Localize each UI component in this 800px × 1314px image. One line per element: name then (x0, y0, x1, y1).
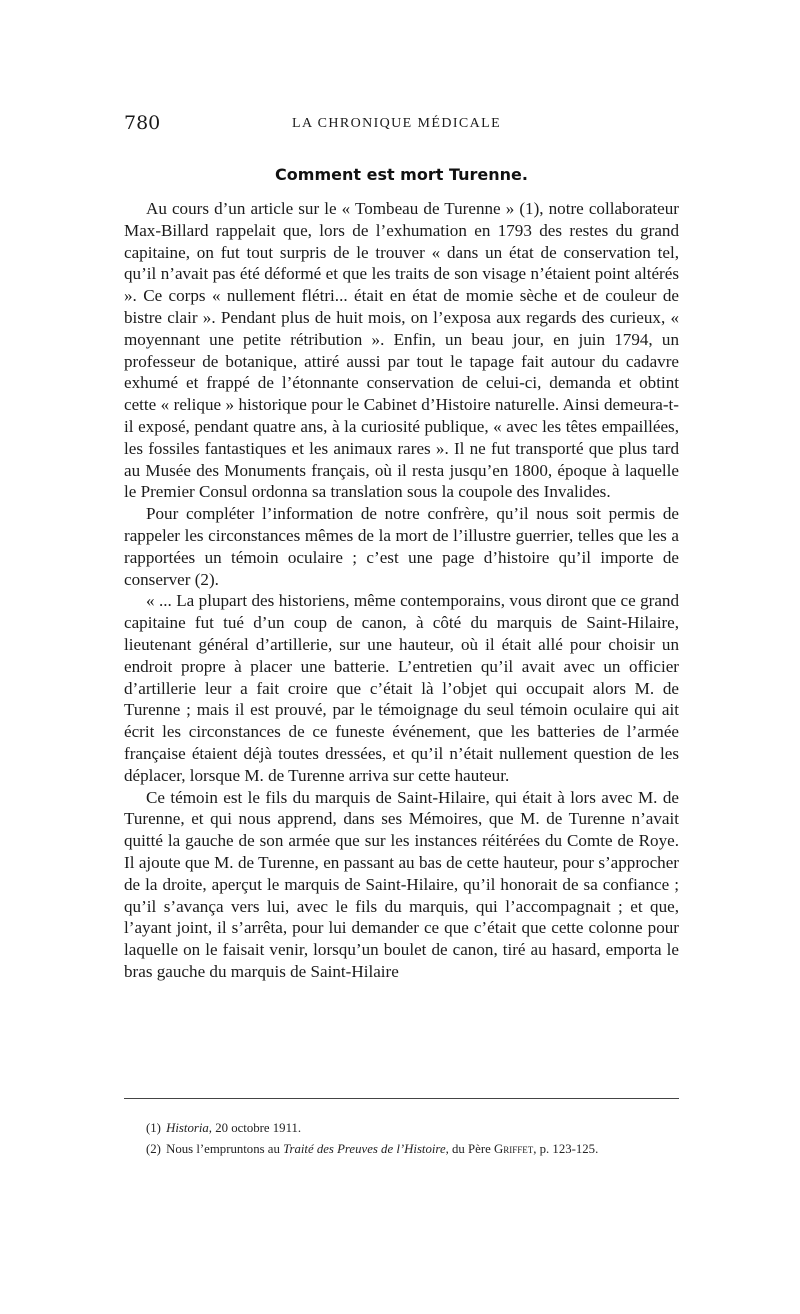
footnote-number: (2) (146, 1142, 161, 1156)
footnote-work-title: Traité des Preuves de l’Histoire, (283, 1142, 449, 1156)
footnote-date: 20 octobre 1911. (215, 1121, 302, 1135)
page-header (124, 112, 679, 138)
footnote-separator (124, 1098, 679, 1099)
footnote-author: Griffet, (493, 1142, 537, 1156)
paragraph: Pour compléter l’information de notre confrère, qu’il nous soit permis de rappeler les circonstances mêmes de la mort de l’illustre guerrier, telles que les a rapportées un témoin oculaire ; c’est une page d’histoire qu’il importe de conserver (2). (124, 504, 679, 589)
footnote-2 (124, 1139, 679, 1160)
running-title: LA CHRONIQUE MÉDICALE (292, 116, 502, 131)
footnote-1 (124, 1118, 679, 1139)
footnotes (124, 1118, 679, 1160)
footnote-text: du Père (452, 1142, 491, 1156)
footnote-pages: p. 123-125. (539, 1142, 599, 1156)
paragraph: « ... La plupart des historiens, même contemporains, vous diront que ce grand capitaine fut tué d’un coup de canon, à côté du marquis de Saint-Hilaire, lieutenant général d’artillerie, sur une hauteur, où il était allé pour choisir un endroit propre à placer une batterie. L’entretien qu’il avait avec un officier d’artillerie leur a fait croire que c’était là l’objet qui occupait alors M. de Turenne ; mais il est prouvé, par le témoignage du seul témoin oculaire qui ait écrit les circonstances de ce funeste événement, que les batteries de l’armée française étaient déjà toutes dressées, et qu’il n’était nullement question de les déplacer, lorsque M. de Turenne arriva sur cette hauteur. (124, 591, 679, 785)
paragraph: Au cours d’un article sur le « Tombeau de Turenne » (1), notre collaborateur Max-Billard rappelait que, lors de l’exhumation en 1793 des restes du grand capitaine, on fut tout surpris de le trouver « dans un état de conservation tel, qu’il n’avait pas été déformé et que les traits de son visage n’étaient point altérés ». Ce corps « nullement flétri... était en état de momie sèche et de couleur de bistre clair ». Pendant plus de huit mois, on l’exposa aux regards des curieux, « moyennant une petite rétribution ». Enfin, un beau jour, en juin 1794, un professeur de botanique, attiré aussi par tout le tapage fait autour du cadavre exhumé et frappé de l’étonnante conservation de celui-ci, demanda et obtint cette « relique » historique pour le Cabinet d’Histoire naturelle. Ainsi demeura-t-il exposé, pendant quatre ans, à la curiosité publique, « avec les têtes empaillées, les fossiles fantastiques et les animaux rares ». Il ne fut transporté que plus tard au Musée des Monuments français, où il resta jusqu’en 1800, époque à laquelle le Premier Consul ordonna sa translation sous la coupole des Invalides. (124, 199, 679, 502)
article-body (124, 198, 679, 983)
paragraph: Ce témoin est le fils du marquis de Saint-Hilaire, qui était à lors avec M. de Turenne, et qui nous apprend, dans ses Mémoires, que M. de Turenne n’avait quitté la gauche de son armée que sur les instances réitérées du Comte de Roye. Il ajoute que M. de Turenne, en passant au bas de cette hauteur, pour s’approcher de la droite, aperçut le marquis de Saint-Hilaire, qu’il honorait de sa confiance ; qu’il s’avança vers lui, avec le fils du marquis, qui l’accompagnait ; et que, l’ayant joint, il s’arrêta, pour lui demander ce que c’était que cette colonne pour laquelle on le faisait venir, lorsqu’un boulet de canon, tiré au hasard, emporta le bras gauche du marquis de Saint-Hilaire (124, 787, 679, 981)
footnote-source: Historia, (166, 1121, 212, 1135)
page-number: 780 (124, 112, 161, 134)
article-title: Comment est mort Turenne. (275, 165, 528, 184)
footnote-number: (1) (146, 1121, 161, 1135)
footnote-text: Nous l’empruntons au (166, 1142, 280, 1156)
